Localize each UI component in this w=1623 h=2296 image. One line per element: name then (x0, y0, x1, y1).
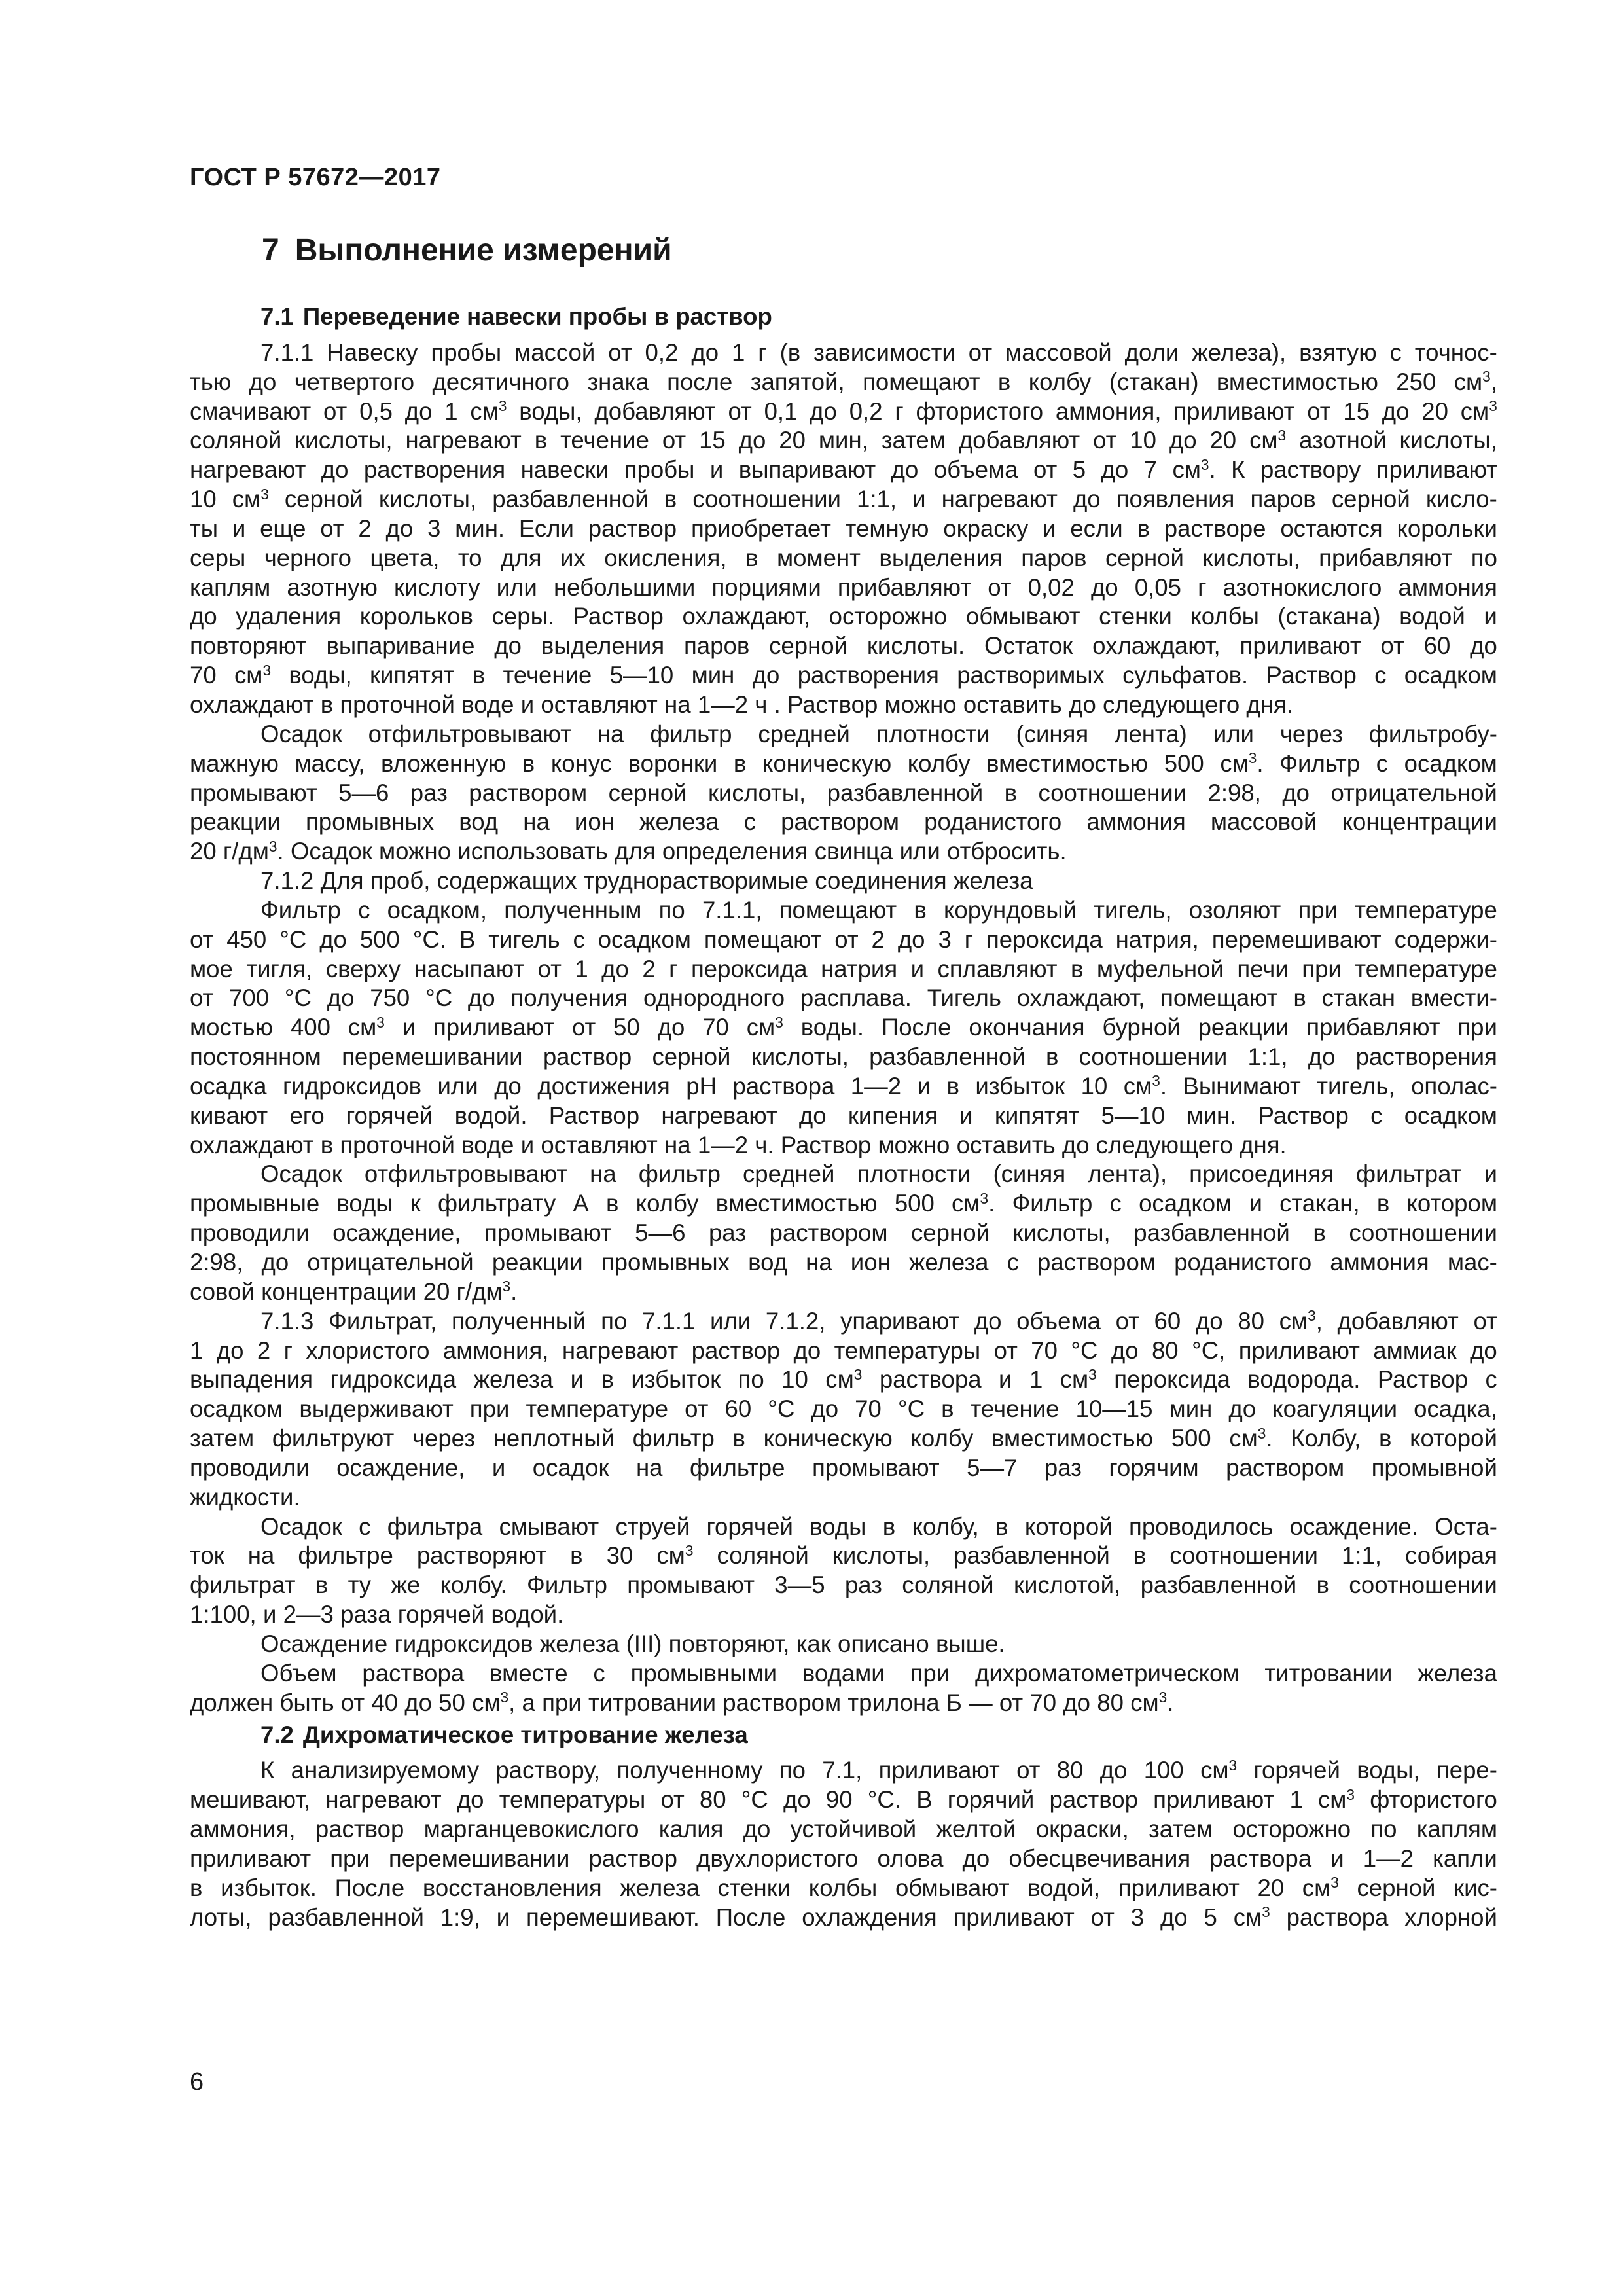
text-line: 1 до 2 г хлористого аммония, нагревают раствор до температуры от 70 °С до 80 °С, приливают аммиак до (190, 1336, 1497, 1364)
paragraph (190, 1160, 1497, 1306)
text-line: мешивают, нагревают до температуры от 80 °С до 90 °С. В горячий раствор приливают 1 $см^3$ фтористого (190, 1785, 1497, 1814)
text-line: повторяют выпаривание до выделения паров серной кислоты. Остаток охлаждают, приливают от 60 до (190, 632, 1497, 660)
text-line: Фильтр с осадком, полученным по 7.1.1, помещают в корундовый тигель, озоляют при температуре (260, 896, 1497, 924)
paragraph (190, 1659, 1497, 1718)
text-line: 1:100, и 2—3 раза горячей водой. (190, 1601, 564, 1628)
text-line: 20 $г/дм^3$. Осадок можно использовать для определения свинца или отбросить. (190, 837, 1067, 865)
text-line: жидкости. (190, 1483, 300, 1511)
text-line: совой концентрации 20 $г/дм^3$. (190, 1278, 518, 1305)
paragraph (190, 1756, 1497, 1932)
text-line: охлаждают в проточной воде и оставляют на 1—2 ч. Раствор можно оставить до следующего дня. (190, 1131, 1287, 1158)
text-line: Осадок отфильтровывают на фильтр средней плотности (синяя лента), присоединяя фильтрат и (260, 1160, 1497, 1188)
section-title-text: Выполнение измерений (294, 233, 672, 268)
text-line: соляной кислоты, нагревают в течение от 15 до 20 мин, затем добавляют от 10 до 20 $см^3$ азотной кислоты, (190, 426, 1497, 454)
text-line: затем фильтруют через неплотный фильтр в коническую колбу вместимостью 500 $см^3$. Колбу, в которой (190, 1424, 1497, 1452)
text-line: от 700 °С до 750 °С до получения однородного расплава. Тигель охлаждают, помещают в стакан вмести- (190, 984, 1497, 1012)
paragraph-7-1-3 (190, 1307, 1497, 1513)
text-line: ток на фильтре растворяют в 30 $см^3$ соляной кислоты, разбавленной в соотношении 1:1, собирая (190, 1541, 1497, 1570)
text-line: мажную массу, вложенную в конус воронки в коническую колбу вместимостью 500 $см^3$. Фильтр с осадком (190, 749, 1497, 777)
text-line: тью до четвертого десятичного знака после запятой, помещают в колбу (стакан) вместимостью 250 $см^3$, (190, 368, 1497, 395)
subsection-title: Переведение навески пробы в раствор (302, 303, 772, 330)
text-line: 7.1.3 Фильтрат, полученный по 7.1.1 или 7.1.2, упаривают до объема от 60 до 80 $см^3$, добавляют от (260, 1307, 1497, 1335)
text-line: кивают его горячей водой. Раствор нагревают до кипения и кипятят 5—10 мин. Раствор с осадком (190, 1102, 1497, 1129)
subsection-number: 7.2 (260, 1721, 294, 1748)
text-line: Осадок с фильтра смывают струей горячей воды в колбу, в которой проводилось осаждение. Оста- (260, 1513, 1497, 1540)
text-line: 2:98, до отрицательной реакции промывных вод на ион железа с раствором роданистого аммония мас- (190, 1249, 1497, 1276)
text-line: промывные воды к фильтрату А в колбу вместимостью 500 $см^3$. Фильтр с осадком и стакан, в котором (190, 1189, 1497, 1217)
subsection-heading-7-1 (190, 302, 1497, 332)
text-line: 7.1.2 Для проб, содержащих труднорастворимые соединения железа (260, 867, 1033, 895)
text-line: проводили осаждение, промывают 5—6 раз раствором серной кислоты, разбавленной в соотношении (190, 1219, 1497, 1247)
text-line: от 450 °С до 500 °С. В тигель с осадком помещают от 2 до 3 г пероксида натрия, перемешивают содержи- (190, 925, 1497, 953)
text-line: осадка гидроксидов или до достижения рН раствора 1—2 и в избыток 10 $см^3$. Вынимают тигель, ополас- (190, 1072, 1497, 1100)
text-line: Осадок отфильтровывают на фильтр средней плотности (синяя лента) или через фильтробу- (260, 720, 1497, 747)
text-line: должен быть от 40 до 50 $см^3$, а при титровании раствором трилона Б — от 70 до 80 $см^3$. (190, 1689, 1174, 1716)
subsection-title: Дихроматическое титрование железа (302, 1721, 748, 1748)
document-body (190, 302, 1497, 1932)
text-line: в избыток. После восстановления железа стенки колбы обмывают водой, приливают 20 $см^3$ серной кис- (190, 1874, 1497, 1901)
text-line: мостью 400 $см^3$ и приливают от 50 до 70 $см^3$ воды. После окончания бурной реакции прибавляют при (190, 1013, 1497, 1041)
text-line: охлаждают в проточной воде и оставляют на 1—2 ч . Раствор можно оставить до следующего дня. (190, 691, 1293, 718)
paragraph (190, 720, 1497, 867)
section-number: 7 (262, 233, 279, 268)
text-line: фильтрат в ту же колбу. Фильтр промывают 3—5 раз соляной кислотой, разбавленной в соотношении (190, 1571, 1497, 1599)
text-line: реакции промывных вод на ион железа с раствором роданистого аммония массовой концентрации (190, 808, 1497, 836)
text-line: Объем раствора вместе с промывными водами при дихроматометрическом титровании железа (260, 1659, 1497, 1687)
text-line: ты и еще от 2 до 3 мин. Если раствор приобретает темную окраску и если в растворе остаются корольки (190, 514, 1497, 542)
text-line: постоянном перемешивании раствор серной кислоты, разбавленной в соотношении 1:1, до растворения (190, 1043, 1497, 1071)
text-line: мое тигля, сверху насыпают от 1 до 2 г пероксида натрия и сплавляют в муфельной печи при температуре (190, 955, 1497, 982)
text-line: аммония, раствор марганцевокислого калия до устойчивой желтой окраски, затем осторожно по каплям (190, 1816, 1497, 1843)
text-line: до удаления корольков серы. Раствор охлаждают, осторожно обмывают стенки колбы (стакана) водой и (190, 603, 1497, 630)
text-line: смачивают от 0,5 до 1 $см^3$ воды, добавляют от 0,1 до 0,2 г фтористого аммония, приливают от 15 до 20 $см^3$ (190, 397, 1497, 425)
paragraph (190, 1513, 1497, 1630)
text-line: каплям азотную кислоту или небольшими порциями прибавляют от 0,02 до 0,05 г азотнокислого аммония (190, 573, 1497, 601)
text-line: проводили осаждение, и осадок на фильтре промывают 5—7 раз горячим раствором промывной (190, 1454, 1497, 1481)
text-line: нагревают до растворения навески пробы и выпаривают до объема от 5 до 7 $см^3$. К раствору приливают (190, 456, 1497, 484)
text-line: К анализируемому раствору, полученному по 7.1, приливают от 80 до 100 $см^3$ горячей воды, пере- (260, 1756, 1497, 1784)
text-line: 10 $см^3$ серной кислоты, разбавленной в соотношении 1:1, и нагревают до появления паров серной кисло- (190, 485, 1497, 513)
paragraph (190, 896, 1497, 1160)
text-line: серы черного цвета, то для их окисления, в момент выделения паров серной кислоты, прибавляют по (190, 544, 1497, 571)
paragraph-7-1-2 (190, 867, 1497, 896)
paragraph-7-1-1 (190, 338, 1497, 720)
subsection-number: 7.1 (260, 303, 294, 330)
paragraph (190, 1630, 1497, 1659)
page-number: 6 (190, 2068, 204, 2096)
text-line: выпадения гидроксида железа и в избыток по 10 $см^3$ раствора и 1 $см^3$ пероксида водорода. Раствор с (190, 1365, 1497, 1393)
text-line: промывают 5—6 раз раствором серной кислоты, разбавленной в соотношении 2:98, до отрицательной (190, 779, 1497, 806)
text-line: осадком выдерживают при температуре от 60 °С до 70 °С в течение 10—15 мин до коагуляции осадка, (190, 1395, 1497, 1423)
text-line: 70 $см^3$ воды, кипятят в течение 5—10 мин до растворения растворимых сульфатов. Раствор с осадком (190, 661, 1497, 689)
document-header: ГОСТ Р 57672—2017 (190, 164, 441, 191)
text-line: Осаждение гидроксидов железа (III) повторяют, как описано выше. (260, 1630, 1005, 1657)
subsection-heading-7-2 (190, 1721, 1497, 1750)
text-line: лоты, разбавленной 1:9, и перемешивают. После охлаждения приливают от 3 до 5 $см^3$ раствора хлорной (190, 1903, 1497, 1931)
section-title (262, 232, 672, 268)
text-line: 7.1.1 Навеску пробы массой от 0,2 до 1 г (в зависимости от массовой доли железа), взятую с точнос- (260, 338, 1497, 366)
text-line: приливают при перемешивании раствор двухлористого олова до обесцвечивания раствора и 1—2 капли (190, 1844, 1497, 1872)
